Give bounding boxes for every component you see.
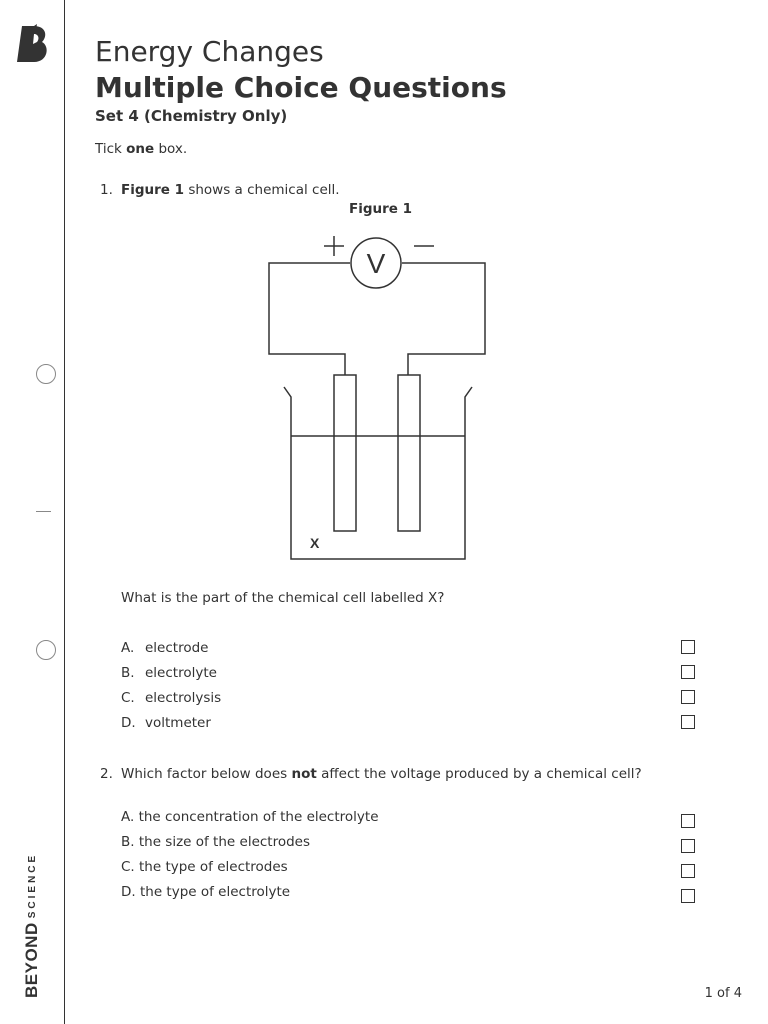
brand-wordmark [22,853,42,998]
page-subtitle: Multiple Choice Questions [95,71,507,104]
instructions-emphasis: one [126,141,155,157]
figure-caption: Figure 1 [349,201,413,217]
instructions-suffix: box. [154,141,188,157]
q1-stem [121,181,340,199]
margin-line [64,0,65,1024]
binder-hole-top [36,364,56,384]
page-number: 1 of 4 [704,986,742,1001]
q1-stem-bold: Figure 1 [121,182,185,198]
q1-option-c [121,689,221,707]
q1-option-a-checkbox[interactable] [681,640,695,654]
q1-option-a [121,639,208,657]
q2-stem [121,765,642,783]
left-electrode [334,375,356,531]
q2-stem-bold: not [291,766,317,782]
label-x: X [310,535,320,551]
beyond-logo-icon [14,22,52,66]
beaker [284,387,472,559]
q1-question: What is the part of the chemical cell labelled X? [121,590,445,606]
q1-option-c-text: electrolysis [145,690,222,706]
q2-option-a: A. the concentration of the electrolyte [121,809,379,825]
binder-hole-bottom [36,640,56,660]
q1-option-d [121,714,211,732]
brand-name: BEYOND [22,922,41,998]
chemical-cell-figure [260,226,490,566]
q2-option-a-checkbox[interactable] [681,814,695,828]
q1-option-b [121,664,217,682]
q2-option-c-checkbox[interactable] [681,864,695,878]
q1-option-b-text: electrolyte [145,665,217,681]
brand-tagline: SCIENCE [27,852,38,919]
page-title: Energy Changes [95,35,324,68]
set-label: Set 4 (Chemistry Only) [95,107,288,125]
right-electrode [398,375,420,531]
instructions-prefix: Tick [95,141,127,157]
q2-number: 2. [100,766,113,782]
q1-option-b-letter: B. [121,665,135,681]
q1-option-c-checkbox[interactable] [681,690,695,704]
q2-option-b: B. the size of the electrodes [121,834,311,850]
q1-option-b-checkbox[interactable] [681,665,695,679]
q1-number: 1. [100,182,113,198]
left-wire [269,263,350,375]
q2-option-c: C. the type of electrodes [121,859,288,875]
right-wire [402,263,485,375]
instructions [95,140,187,158]
q2-option-d: D. the type of electrolyte [121,884,291,900]
q2-stem-pre: Which factor below does [121,766,292,782]
q1-option-a-letter: A. [121,640,135,656]
q2-option-b-checkbox[interactable] [681,839,695,853]
q1-option-c-letter: C. [121,690,135,706]
q2-option-d-checkbox[interactable] [681,889,695,903]
q2-stem-post: affect the voltage produced by a chemical cell? [316,766,642,782]
q1-option-a-text: electrode [145,640,209,656]
q1-option-d-checkbox[interactable] [681,715,695,729]
q1-stem-rest: shows a chemical cell. [184,182,340,198]
fold-mark [36,511,51,512]
q1-option-d-letter: D. [121,715,136,731]
voltmeter-label: V [366,248,386,279]
q1-option-d-text: voltmeter [145,715,211,731]
